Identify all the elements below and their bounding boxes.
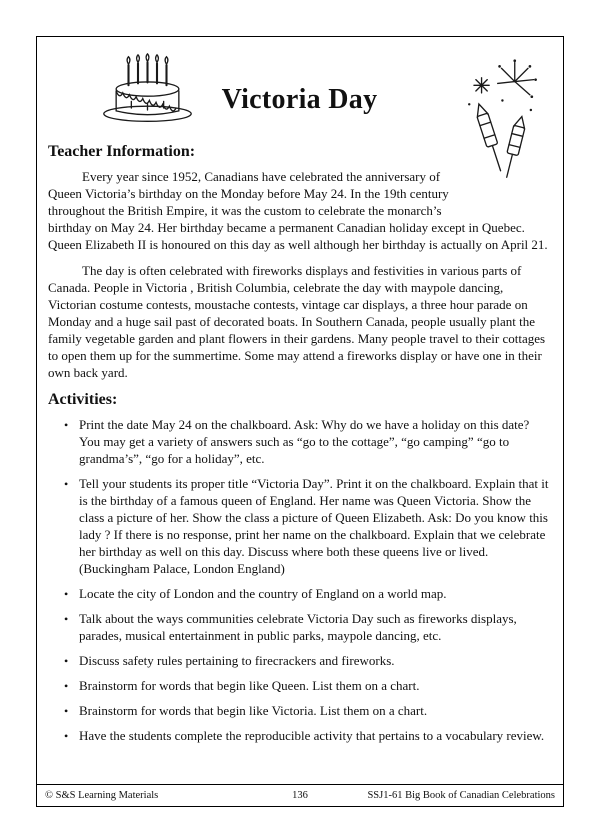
page-footer [37,784,563,806]
activities-heading: Activities: [48,391,118,408]
footer-copyright: © S&S Learning Materials [45,790,159,801]
activity-item: • Print the date May 24 on the chalkboard. Ask: Why do we have a holiday on this date? You may get a variety of answers such as “go to the cottage”, “go camping” “go to grandma’s”, “go for a holiday”, etc. [79,416,551,467]
activity-item: • Have the students complete the reproducible activity that pertains to a vocabulary review. [79,727,551,744]
activity-item: • Tell your students its proper title “Victoria Day”. Print it on the chalkboard. Explain that it is the birthday of a famous queen of England. Her name was Queen Victoria. Show the class a picture of her. Show the class a picture of Queen Elizabeth. Ask: Do you know this lady ? If there is no response, print her name on the chalkboard. Explain that we celebrate her birthday as well on this day. Discuss where both these queens live or lived. (Buckingham Palace, London England) [79,475,551,577]
activities-list [48,416,551,744]
teacher-information-paragraph-1: Every year since 1952, Canadians have celebrated the anniversary of Queen Victoria’s birthday on the Monday before May 24. In the 19th century throughout the British Empire, it was the custom to celebrate the monarch’s birthday on May 24. Her birthday became a permanent Canadian holiday except in Quebec. Queen Elizabeth II is honoured on this day as well although her birthday is actually on April 21. [48,169,548,252]
page-number: 136 [292,790,308,801]
activity-item: • Locate the city of London and the country of England on a world map. [79,585,551,602]
page-content [37,37,563,784]
page-border-frame [36,36,564,807]
page-title: Victoria Day [221,84,378,115]
teacher-information-heading: Teacher Information: [48,143,196,160]
activity-item: • Brainstorm for words that begin like Victoria. List them on a chart. [79,702,551,719]
activity-item: • Talk about the ways communities celebrate Victoria Day such as fireworks displays, parades, musical entertainment in public parks, maypole dancing, etc. [79,610,551,644]
activity-item: • Brainstorm for words that begin like Queen. List them on a chart. [79,677,551,694]
page-header [48,45,551,141]
teacher-information-paragraph-2: The day is often celebrated with fireworks displays and festivities in various parts of Canada. People in Victoria , British Columbia, celebrate the day with maypole dancing, Victorian costume contests, moustache contests, vintage car displays, a three hour parade on Monday and a huge sail past of decorated boats. In Southern Canada, people usually plant the family vegetable garden and plant flowers in their gardens. Many people travel to their cottages to open them up for the summertime. Some may attend a fireworks display or have one in their own back yard. [48,263,546,380]
activity-item: • Discuss safety rules pertaining to firecrackers and fireworks. [79,652,551,669]
footer-book-title: SSJ1-61 Big Book of Canadian Celebrations [367,790,555,801]
